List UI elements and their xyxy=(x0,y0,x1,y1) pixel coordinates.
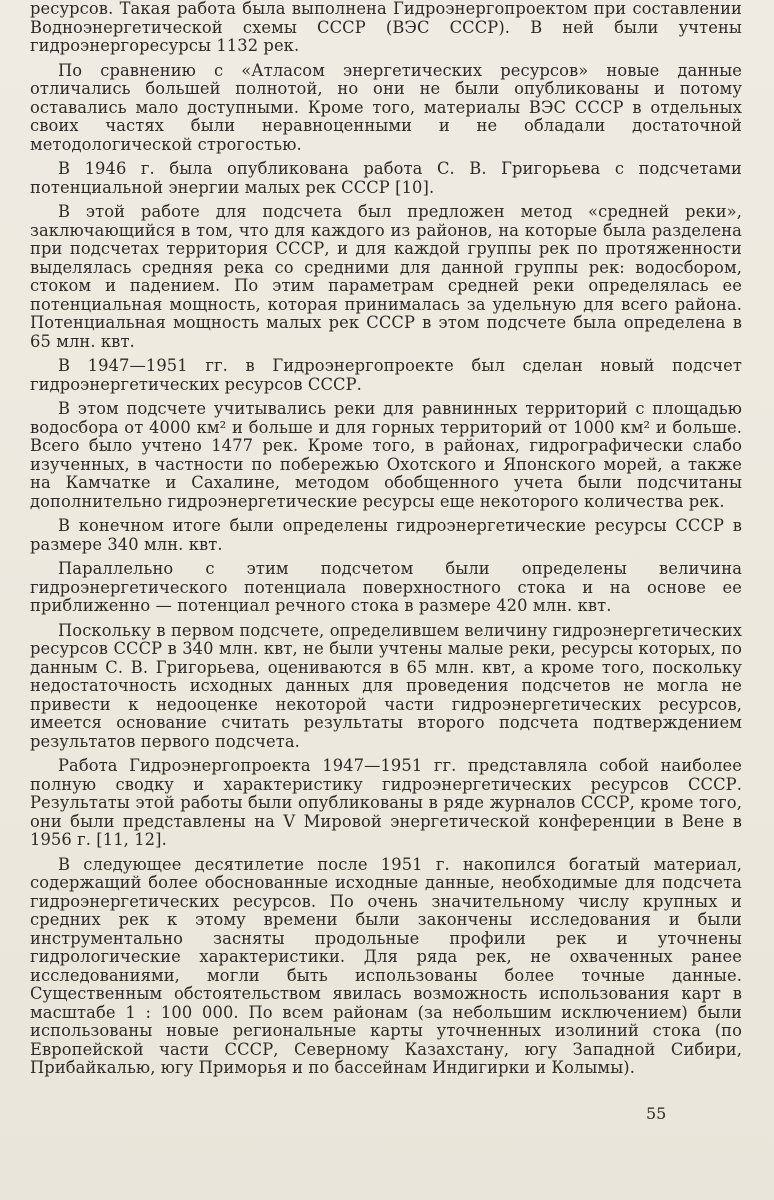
page-number: 55 xyxy=(646,1104,667,1123)
paragraph-next-decade: В следующее десятилетие после 1951 г. накопился богатый материал, содержащий более обоснованные исходные данные, необходимые для подсчета гидроэнергетических ресурсов. По очень значительному числу крупных и средних рек к этому времени были закончены исследования и были инструментально засняты продольные профили рек и уточнены гидрологические характеристики. Для ряда рек, не охваченных ранее исследованиями, могли быть использованы более точные данные. Существенным обстоятельством явилась возможность использования карт в масштабе 1 : 100 000. По всем районам (за небольшим исключением) были использованы новые региональные карты уточненных изолиний стока (по Европейской части СССР, Северному Казахстану, югу Западной Сибири, Прибайкалью, югу Приморья и по бассейнам Индигирки и Колымы). xyxy=(30,854,742,1077)
paragraph-1947-1951-count: В 1947—1951 гг. в Гидроэнергопроекте был сделан новый подсчет гидроэнергетических ресурсов СССР. xyxy=(30,356,742,394)
body-text xyxy=(30,0,742,1084)
paragraph-average-river-method: В этой работе для подсчета был предложен метод «средней реки», заключающийся в том, что для каждого из районов, на которые была разделена при подсчетах территория СССР, и для каждой группы рек по протяженности выделялась средняя река со средними для данной группы рек: водосбором, стоком и падением. По этим параметрам средней реки определялась ее потенциальная мощность, которая принималась за удельную для всего района. Потенциальная мощность малых рек СССР в этом подсчете была определена в 65 млн. квт. xyxy=(30,202,742,351)
paragraph-surface-runoff: Параллельно с этим подсчетом были определены величина гидроэнергетического потенциала поверхностного стока и на основе ее приближенно — потенциал речного стока в размере 420 млн. квт. xyxy=(30,559,742,615)
paragraph-final-total: В конечном итоге были определены гидроэнергетические ресурсы СССР в размере 340 млн. квт. xyxy=(30,516,742,554)
paragraph-small-rivers: Поскольку в первом подсчете, определившем величину гидроэнергетических ресурсов СССР в 340 млн. квт, не были учтены малые реки, ресурсы которых, по данным С. В. Григорьева, оцениваются в 65 млн. квт, а кроме того, поскольку недостаточность исходных данных для проведения подсчетов не могла не привести к недооценке некоторой части гидроэнергетических ресурсов, имеется основание считать результаты второго подсчета подтверждением результатов первого подсчета. xyxy=(30,620,742,751)
paragraph-grigoriev-1946: В 1946 г. была опубликована работа С. В. Григорьева с подсчетами потенциальной энергии малых рек СССР [10]. xyxy=(30,159,742,197)
paragraph-intro-continued: ресурсов. Такая работа была выполнена Гидроэнергопроектом при составлении Водноэнергетической схемы СССР (ВЭС СССР). В ней были учтены гидроэнергоресурсы 1132 рек. xyxy=(30,0,742,55)
paragraph-count-criteria: В этом подсчете учитывались реки для равнинных территорий с площадью водосбора от 4000 км² и больше и для горных территорий от 1000 км² и больше. Всего было учтено 1477 рек. Кроме того, в районах, гидрографически слабо изученных, в частности по побережью Охотского и Японского морей, а также на Камчатке и Сахалине, методом обобщенного учета были подсчитаны дополнительно гидроэнергетические ресурсы еще некоторого количества рек. xyxy=(30,399,742,511)
paragraph-publication: Работа Гидроэнергопроекта 1947—1951 гг. представляла собой наиболее полную сводку и характеристику гидроэнергетических ресурсов СССР. Результаты этой работы были опубликованы в ряде журналов СССР, кроме того, они были представлены на V Мировой энергетической конференции в Вене в 1956 г. [11, 12]. xyxy=(30,756,742,849)
paragraph-atlas-comparison: По сравнению с «Атласом энергетических ресурсов» новые данные отличались большей полнотой, но они не были опубликованы и потому оставались мало доступными. Кроме того, материалы ВЭС СССР в отдельных своих частях были неравноценными и не обладали достаточной методологической строгостью. xyxy=(30,60,742,154)
